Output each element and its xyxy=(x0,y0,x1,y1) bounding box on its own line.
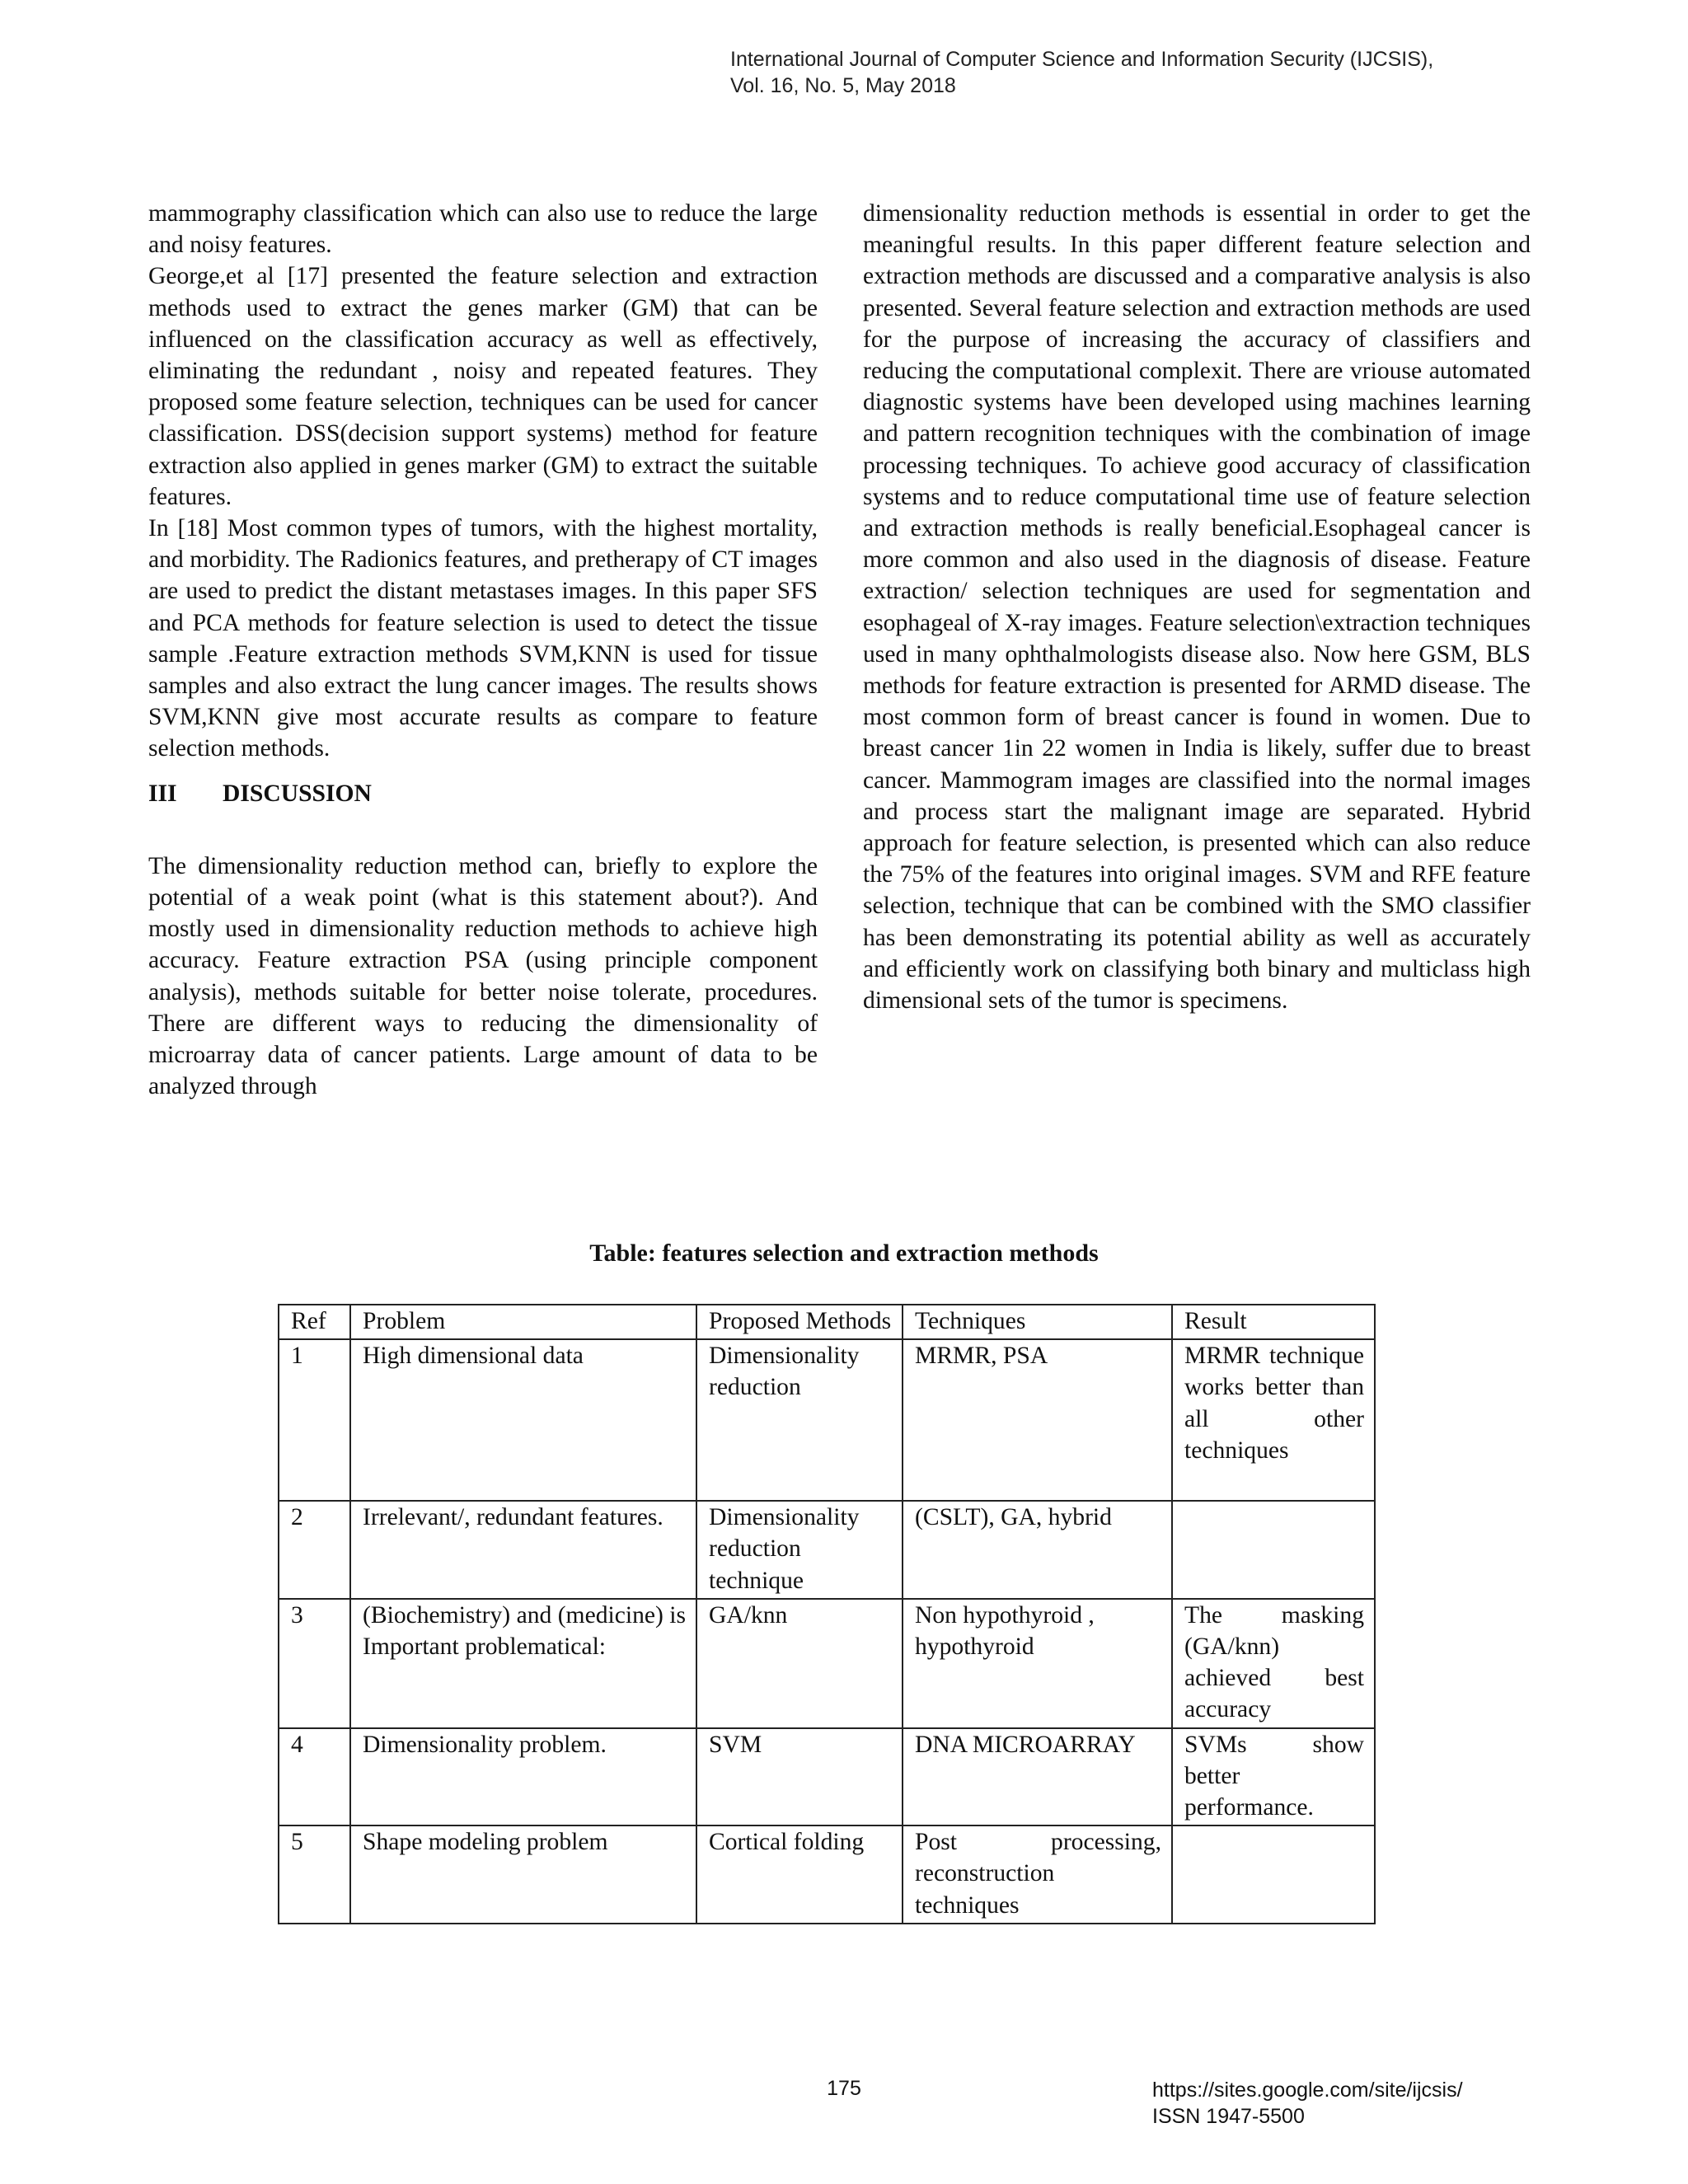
paragraph: In [18] Most common types of tumors, with the highest mortality, and morbidity. The Radionics features, and pretherapy of CT images are used to predict the distant metastases images. In this paper SFS and PCA methods for feature selection is used to detect the tissue sample .Feature extraction methods SVM,KNN is used for tissue samples and also extract the lung cancer images. The results shows SVM,KNN give most accurate results as compare to feature selection methods. xyxy=(148,515,818,762)
paragraph: The dimensionality reduction method can, briefly to explore the potential of a weak point (what is this statement about?). And mostly used in dimensionality reduction methods to achieve high accuracy. Feature extraction PSA (using principle component analysis), methods suitable for better noise tolerate, procedures. There are different ways to reducing the dimensionality of microarray data of cancer patients. Large amount of data to be analyzed through xyxy=(148,852,818,1100)
header-cell: Problem xyxy=(350,1305,696,1339)
right-column xyxy=(863,198,1531,1016)
journal-title: International Journal of Computer Science and Information Security (IJCSIS), xyxy=(730,48,1434,71)
table-cell: DNA MICROARRAY xyxy=(903,1728,1172,1826)
table-cell: Dimensionality reduction xyxy=(696,1339,903,1501)
table-cell: Dimensionality problem. xyxy=(350,1728,696,1826)
journal-url: https://sites.google.com/site/ijcsis/ xyxy=(1152,2079,1463,2102)
table-cell: Post processing, reconstruction techniques xyxy=(903,1825,1172,1924)
page-number: 175 xyxy=(827,2077,861,2100)
table-row xyxy=(279,1501,1375,1599)
table-cell: The masking (GA/knn) achieved best accuracy xyxy=(1172,1599,1375,1728)
table-cell: (CSLT), GA, hybrid xyxy=(903,1501,1172,1599)
table-cell: High dimensional data xyxy=(350,1339,696,1501)
header-cell: Proposed Methods xyxy=(696,1305,903,1339)
table-cell: 1 xyxy=(279,1339,350,1501)
paragraph: George,et al [17] presented the feature selection and extraction methods used to extract the genes marker (GM) that can be influenced on the classification accuracy as well as effectively, eliminating the redundant , noisy and repeated features. They proposed some feature selection, techniques can be used for cancer classification. DSS(decision support systems) method for feature extraction also applied in genes marker (GM) to extract the suitable features. xyxy=(148,263,818,510)
table-cell: SVMs show better performance. xyxy=(1172,1728,1375,1826)
table-cell xyxy=(1172,1825,1375,1924)
header-cell: Techniques xyxy=(903,1305,1172,1339)
table-caption: Table: features selection and extraction methods xyxy=(589,1240,1099,1267)
table-cell: Non hypothyroid , hypothyroid xyxy=(903,1599,1172,1728)
table-cell: MRMR, PSA xyxy=(903,1339,1172,1501)
table-cell: 5 xyxy=(279,1825,350,1924)
paragraph: mammography classification which can also use to reduce the large and noisy features. xyxy=(148,200,818,259)
section-number: III xyxy=(148,780,177,807)
table-cell xyxy=(1172,1501,1375,1599)
issn: ISSN 1947-5500 xyxy=(1152,2105,1305,2128)
table-cell: MRMR technique works better than all other techniques xyxy=(1172,1339,1375,1501)
table-header-row xyxy=(279,1305,1375,1339)
table-row xyxy=(279,1825,1375,1924)
journal-header xyxy=(730,46,1637,99)
table-cell: (Biochemistry) and (medicine) is Important problematical: xyxy=(350,1599,696,1728)
journal-volume: Vol. 16, No. 5, May 2018 xyxy=(730,74,956,97)
table-cell: Shape modeling problem xyxy=(350,1825,696,1924)
table-cell: 4 xyxy=(279,1728,350,1826)
table-cell: SVM xyxy=(696,1728,903,1826)
paragraph: dimensionality reduction methods is essential in order to get the meaningful results. In this paper different feature selection and extraction methods are discussed and a comparative analysis is also presented. Several feature selection and extraction methods are used for the purpose of increasing the accuracy of classifiers and reducing the computational complexit. There are vriouse automated diagnostic systems have been developed using machines learning and pattern recognition techniques with the combination of image processing techniques. To achieve good accuracy of classification systems and to reduce computational time use of feature selection and extraction methods is really beneficial.Esophageal cancer is more common and also used in the diagnosis of disease. Feature extraction/ selection techniques are used for segmentation and esophageal of X-ray images. Feature selection\extraction techniques used in many ophthalmologists disease also. Now here GSM, BLS methods for feature extraction is presented for ARMD disease. The most common form of breast cancer is found in women. Due to breast cancer 1in 22 women in India is likely, suffer due to breast cancer. Mammogram images are classified into the normal images and process start the malignant image are separated. Hybrid approach for feature selection, is presented which can also reduce the 75% of the features into original images. SVM and RFE feature selection, technique that can be combined with the SMO classifier has been demonstrating its potential ability as well as accurately and efficiently work on classifying both binary and multiclass high dimensional sets of the tumor is specimens. xyxy=(863,200,1531,1015)
table-cell: Cortical folding xyxy=(696,1825,903,1924)
table-cell: 3 xyxy=(279,1599,350,1728)
table-row xyxy=(279,1728,1375,1826)
table-cell: GA/knn xyxy=(696,1599,903,1728)
table-cell: Dimensionality reduction technique xyxy=(696,1501,903,1599)
methods-table xyxy=(278,1304,1376,1924)
table-row xyxy=(279,1339,1375,1501)
table-cell: Irrelevant/, redundant features. xyxy=(350,1501,696,1599)
table-cell: 2 xyxy=(279,1501,350,1599)
section-title: DISCUSSION xyxy=(223,780,372,807)
footer-info xyxy=(1152,2077,1463,2130)
section-heading xyxy=(148,778,818,809)
left-column xyxy=(148,198,818,1102)
table-row xyxy=(279,1599,1375,1728)
header-cell: Ref xyxy=(279,1305,350,1339)
header-cell: Result xyxy=(1172,1305,1375,1339)
